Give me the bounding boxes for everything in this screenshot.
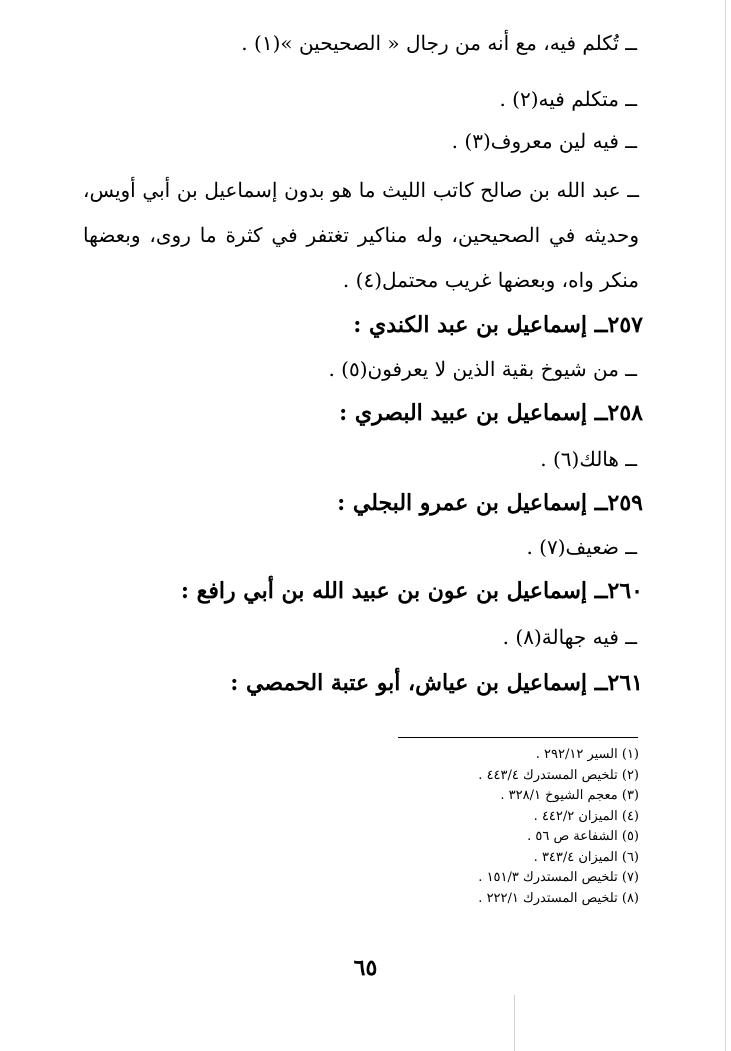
footnote-3: (٣) معجم الشيوخ ٣٢٨/١ . [500,788,639,803]
body-paragraph-comment-4: ــ عبد الله بن صالح كاتب الليث ما هو بدون إسماعيل بن أبي أويس، وحديثه في الصحيحين، وله مناكير تغتفر في كثرة ما روى، وبعضها منكر واه، وبعضها غريب محتمل(٤) . [83,178,639,292]
footnotes-list [478,745,639,909]
footnote-2: (٢) تلخيص المستدرك ٤٤٣/٤ . [478,767,639,783]
footnote-8: (٨) تلخيص المستدرك ٢٢٢/١ . [478,890,639,906]
footnote-1: (١) السير ٢٩٢/١٢ . [535,747,639,762]
footnote-separator [398,737,638,738]
scan-margin-mark [514,995,515,1051]
body-line-comment-7: ــ ضعيف(٧) . [526,535,637,559]
body-line-comment-3: ــ فيه لين معروف(٣) . [451,129,637,153]
entry-heading-257: ٢٥٧ــ إسماعيل بن عبد الكندي : [353,312,643,338]
footnote-6: (٦) الميزان ٣٤٣/٤ . [533,849,639,865]
entry-heading-260: ٢٦٠ــ إسماعيل بن عون بن عبيد الله بن أبي رافع : [180,578,643,604]
body-line-comment-2: ــ متكلم فيه(٢) . [499,87,637,111]
body-line-comment-8: ــ فيه جهالة(٨) . [502,625,637,649]
body-line-comment-6: ــ هالك(٦) . [540,447,637,471]
page-number: ٦٥ [353,955,378,981]
body-line-comment-1: ــ تُكلم فيه، مع أنه من رجال « الصحيحين »(١) . [241,31,637,55]
entry-heading-261: ٢٦١ــ إسماعيل بن عياش، أبو عتبة الحمصي : [230,670,643,696]
footnote-5: (٥) الشفاعة ص ٥٦ . [527,829,639,844]
entry-heading-258: ٢٥٨ــ إسماعيل بن عبيد البصري : [339,400,643,426]
body-line-comment-5: ــ من شيوخ بقية الذين لا يعرفون(٥) . [328,357,637,381]
entry-heading-259: ٢٥٩ــ إسماعيل بن عمرو البجلي : [337,490,643,516]
scan-edge-line [725,0,726,1051]
footnote-7: (٧) تلخيص المستدرك ١٥١/٣ . [478,870,639,885]
footnote-4: (٤) الميزان ٤٤٢/٢ . [533,808,639,824]
